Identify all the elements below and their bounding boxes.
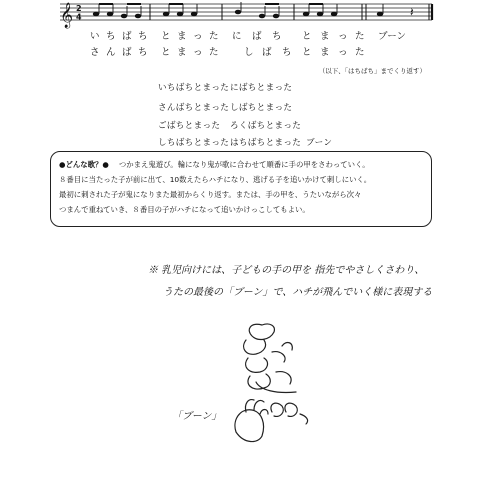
lyric-syllable: ば bbox=[122, 31, 132, 42]
buun-label: 「ブーン」 bbox=[172, 411, 222, 422]
lyric-syllable: っ bbox=[338, 47, 348, 58]
lyric-syllable: し bbox=[244, 47, 254, 58]
verse-phrase: いちばちとまった bbox=[158, 83, 230, 93]
lyric-syllable: ち bbox=[282, 47, 292, 58]
lyric-syllable: ち bbox=[106, 31, 116, 42]
lyric-syllable: と bbox=[161, 47, 171, 58]
verse-phrase: ろくばちとまった bbox=[230, 121, 302, 131]
handwritten-note-line-1: ※ 乳児向けには、子どもの手の甲を 指先でやさしくさわり、 bbox=[148, 265, 425, 276]
lyric-syllable: っ bbox=[193, 47, 203, 58]
lyric-syllable: た bbox=[209, 31, 219, 42]
lyric-syllable: ま bbox=[177, 31, 187, 42]
rest: 𝄽 bbox=[410, 5, 414, 19]
lyric-syllable: ち bbox=[138, 31, 148, 42]
game-line-3: 最初に刺された子が鬼になりまた最初からくり返す。または、手の甲を、うたいながら次々 bbox=[59, 190, 362, 199]
lyric-syllable: ん bbox=[106, 47, 116, 58]
time-signature-bottom: 4 bbox=[76, 12, 82, 22]
lyric-syllable: さ bbox=[90, 47, 100, 58]
lyric-syllable: ブーン bbox=[378, 31, 407, 42]
lyric-syllable: っ bbox=[338, 31, 348, 42]
verse-phrase: ブーン bbox=[306, 138, 333, 148]
verse-phrase: にばちとまった bbox=[230, 83, 293, 93]
verse-phrase: ごばちとまった bbox=[158, 121, 221, 131]
lyric-syllable: た bbox=[355, 47, 365, 58]
time-signature-top: 2 bbox=[76, 4, 82, 13]
lyric-syllable: ち bbox=[272, 31, 282, 42]
lyric-syllable: た bbox=[355, 31, 365, 42]
lyric-syllable: ち bbox=[138, 47, 148, 58]
lyric-syllable: ば bbox=[262, 47, 272, 58]
repeat-note: （以下、「はちばち」までくり返す） bbox=[318, 67, 426, 75]
game-label: ●どんな歌？● bbox=[59, 160, 109, 169]
lyric-syllable: た bbox=[209, 47, 219, 58]
lyric-syllable: っ bbox=[193, 31, 203, 42]
game-line-1: つかまえ鬼遊び。輪になり鬼が歌に合わせて順番に手の甲をさわっていく。 bbox=[118, 160, 370, 169]
handwritten-note-line-2: うたの最後の「ブーン」で、ハチが飛んでいく様に表現する bbox=[163, 287, 433, 298]
verse-phrase: しばちとまった bbox=[230, 103, 293, 113]
lyric-syllable: と bbox=[302, 31, 312, 42]
verse-phrase: はちばちとまった bbox=[230, 138, 302, 148]
verse-phrase: しちばちとまった bbox=[158, 138, 230, 148]
treble-clef: 𝄞 bbox=[60, 3, 74, 28]
lyric-syllable: い bbox=[90, 31, 100, 42]
game-line-2: ８番目に当たった子が前に出て、10数えたらハチになり、逃げる子を追いかけて刺しにいく。 bbox=[59, 175, 372, 184]
lyric-syllable: ば bbox=[122, 47, 132, 58]
lyric-syllable: ま bbox=[320, 31, 330, 42]
verse-phrase: さんばちとまった bbox=[158, 103, 230, 113]
lyric-syllable: ま bbox=[177, 47, 187, 58]
lyric-syllable: と bbox=[161, 31, 171, 42]
lyric-syllable: に bbox=[232, 31, 242, 42]
lyric-syllable: ま bbox=[320, 47, 330, 58]
lyric-syllable: と bbox=[302, 47, 312, 58]
lyric-syllable: ば bbox=[252, 31, 262, 42]
game-line-4: つまんで重ねていき、８番目の子がハチになって追いかけっこしてもよい。 bbox=[59, 205, 310, 214]
